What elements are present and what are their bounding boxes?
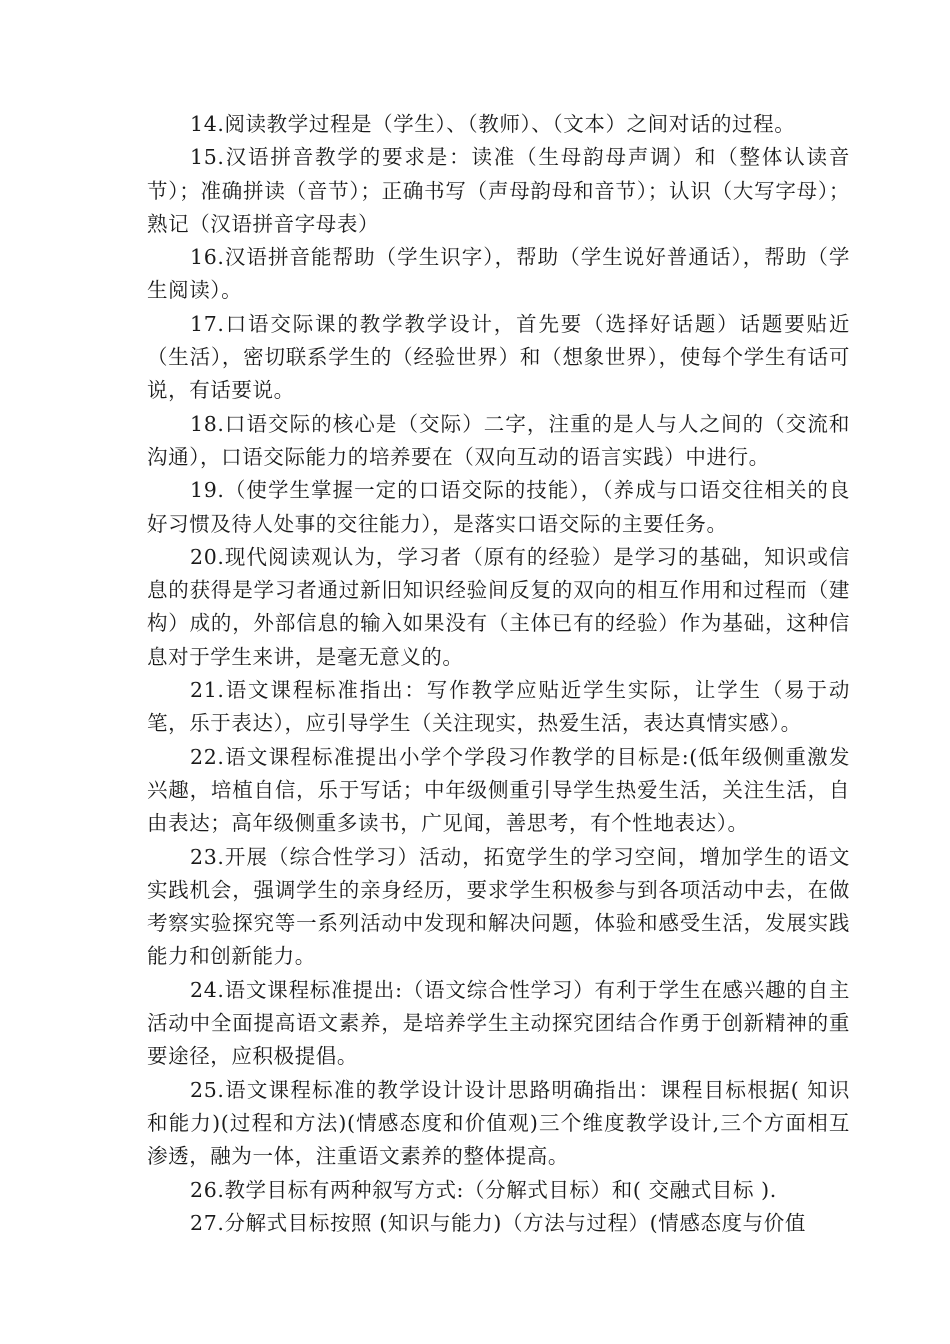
paragraph-26: 26.教学目标有两种叙写方式:（分解式目标）和( 交融式目标 ). xyxy=(190,1177,777,1202)
paragraph-20: 20.现代阅读观认为，学习者（原有的经验）是学习的基础，知识或信息的获得是学习者通过新旧知识经验间反复的双向的相互作用和过程而（建构）成的，外部信息的输入如果没有（主体已有的经验）作为基础，这种信息对于学生来讲，是毫无意义的。 xyxy=(147,544,850,669)
paragraph-22: 22.语文课程标准提出小学个学段习作教学的目标是:(低年级侧重激发兴趣，培植自信，乐于写话；中年级侧重引导学生热爱生活，关注生活，自由表达；高年级侧重多读书，广见闻，善思考，有个性地表达）。 xyxy=(147,744,850,836)
paragraph-14: 14.阅读教学过程是（学生）、（教师）、（文本）之间对话的过程。 xyxy=(190,112,796,136)
document-body xyxy=(147,108,850,1240)
paragraph-17: 17.口语交际课的教学教学设计，首先要（选择好话题）话题要贴近（生活），密切联系学生的（经验世界）和（想象世界），使每个学生有话可说，有话要说。 xyxy=(147,311,850,403)
paragraph-19: 19.（使学生掌握一定的口语交际的技能），（养成与口语交往相关的良好习惯及待人处事的交往能力），是落实口语交际的主要任务。 xyxy=(147,478,850,536)
paragraph-15: 15.汉语拼音教学的要求是：读准（生母韵母声调）和（整体认读音节）；准确拼读（音节）；正确书写（声母韵母和音节）；认识（大写字母）；熟记（汉语拼音字母表） xyxy=(147,145,850,236)
paragraph-16: 16.汉语拼音能帮助（学生识字），帮助（学生说好普通话），帮助（学生阅读）。 xyxy=(147,245,850,303)
paragraph-25: 25.语文课程标准的教学设计设计思路明确指出：课程目标根据( 知识和能力)(过程和方法)(情感态度和价值观)三个维度教学设计,三个方面相互渗透，融为一体，注重语文素养的整体提高。 xyxy=(147,1077,850,1169)
paragraph-21: 21.语文课程标准指出：写作教学应贴近学生实际，让学生（易于动笔，乐于表达），应引导学生（关注现实，热爱生活，表达真情实感）。 xyxy=(147,678,850,736)
paragraph-23: 23.开展（综合性学习）活动，拓宽学生的学习空间，增加学生的语文实践机会，强调学生的亲身经历，要求学生积极参与到各项活动中去，在做考察实验探究等一系列活动中发现和解决问题，体验和感受生活，发展实践能力和创新能力。 xyxy=(147,844,850,969)
paragraph-24: 24.语文课程标准提出:（语文综合性学习）有利于学生在感兴趣的自主活动中全面提高语文素养，是培养学生主动探究团结合作勇于创新精神的重要途径，应积极提倡。 xyxy=(147,977,850,1069)
paragraph-27: 27.分解式目标按照 (知识与能力)（方法与过程）(情感态度与价值 xyxy=(190,1210,806,1235)
paragraph-18: 18.口语交际的核心是（交际）二字，注重的是人与人之间的（交流和沟通），口语交际能力的培养要在（双向互动的语言实践）中进行。 xyxy=(147,411,850,469)
